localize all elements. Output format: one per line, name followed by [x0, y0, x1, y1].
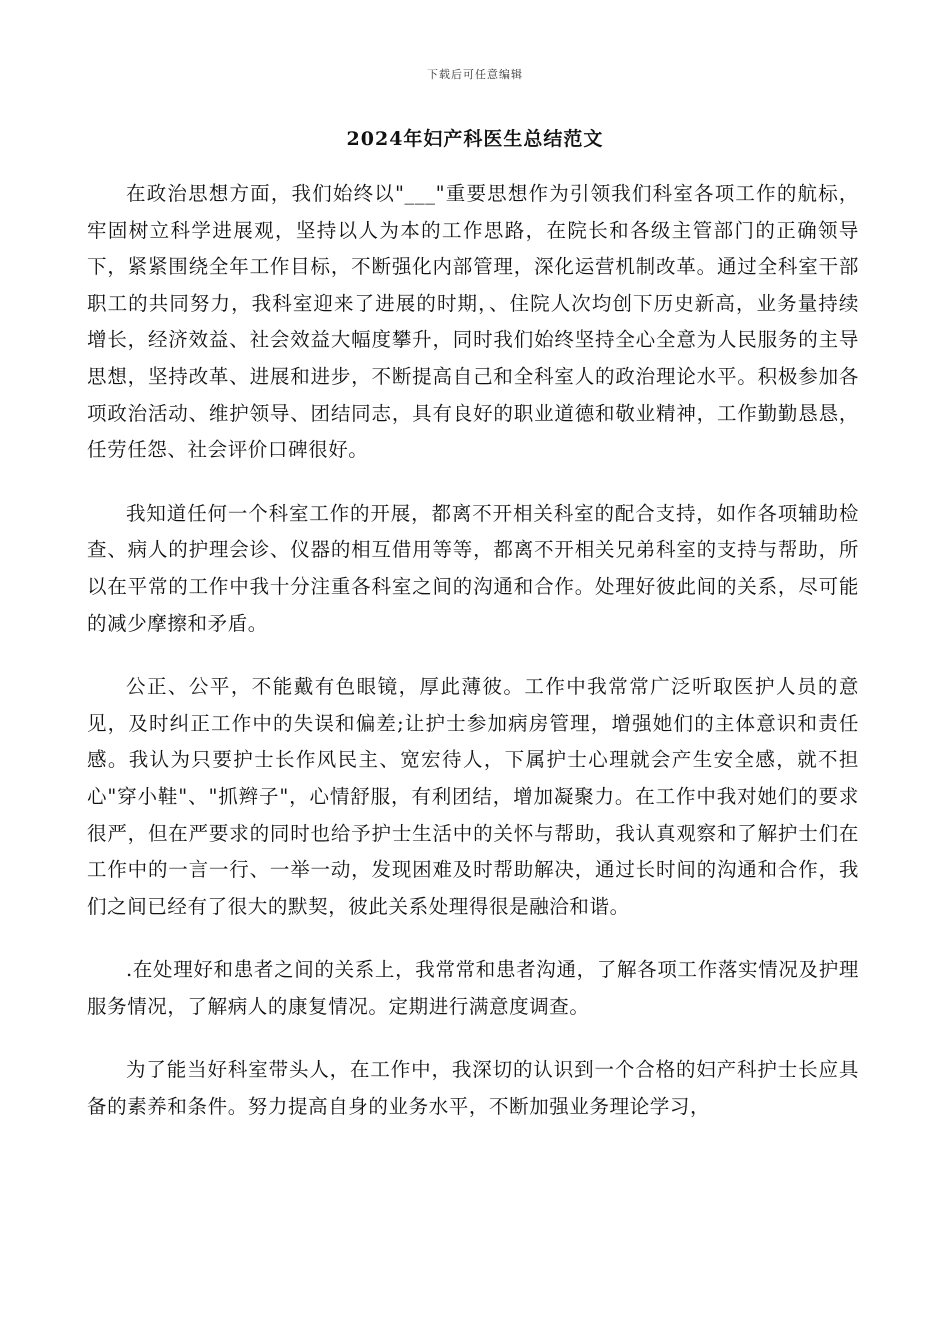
document-body [87, 176, 859, 1153]
paragraph-political-thought: 在政治思想方面，我们始终以"___"重要思想作为引领我们科室各项工作的航标，牢固树立科学进展观，坚持以人为本的工作思路，在院长和各级主管部门的正确领导下，紧紧围绕全年工作目标，不断强化内部管理，深化运营机制改革。通过全科室干部职工的共同努力，我科室迎来了进展的时期，、住院人次均创下历史新高，业务量持续增长，经济效益、社会效益大幅度攀升，同时我们始终坚持全心全意为人民服务的主导思想，坚持改革、进展和进步，不断提高自己和全科室人的政治理论水平。积极参加各项政治活动、维护领导、团结同志，具有良好的职业道德和敬业精神，工作勤勤恳恳，任劳任怨、社会评价口碑很好。 [87, 182, 859, 462]
paragraph-fairness: 公正、公平，不能戴有色眼镜，厚此薄彼。工作中我常常广泛听取医护人员的意见，及时纠正工作中的失误和偏差;让护士参加病房管理，增强她们的主体意识和责任感。我认为只要护士长作风民主、宽宏待人，下属护士心理就会产生安全感，就不担心"穿小鞋"、"抓辫子"，心情舒服，有利团结，增加凝聚力。在工作中我对她们的要求很严，但在严要求的同时也给予护士生活中的关怀与帮助，我认真观察和了解护士们在工作中的一言一行、一举一动，发现困难及时帮助解决，通过长时间的沟通和合作，我们之间已经有了很大的默契，彼此关系处理得很是融洽和谐。 [87, 675, 859, 918]
document-title: 2024年妇产科医生总结范文 [346, 128, 604, 150]
paragraph-patient-relations: .在处理好和患者之间的关系上，我常常和患者沟通，了解各项工作落实情况及护理服务情况，了解病人的康复情况。定期进行满意度调查。 [87, 958, 859, 1018]
paragraph-department-cooperation: 我知道任何一个科室工作的开展，都离不开相关科室的配合支持，如作各项辅助检查、病人的护理会诊、仪器的相互借用等等，都离不开相关兄弟科室的支持与帮助，所以在平常的工作中我十分注重各科室之间的沟通和合作。处理好彼此间的关系，尽可能的减少摩擦和矛盾。 [87, 501, 859, 635]
page-header-note: 下载后可任意编辑 [427, 68, 523, 81]
paragraph-leadership: 为了能当好科室带头人，在工作中，我深切的认识到一个合格的妇产科护士长应具备的素养和条件。努力提高自身的业务水平，不断加强业务理论学习， [87, 1058, 859, 1119]
